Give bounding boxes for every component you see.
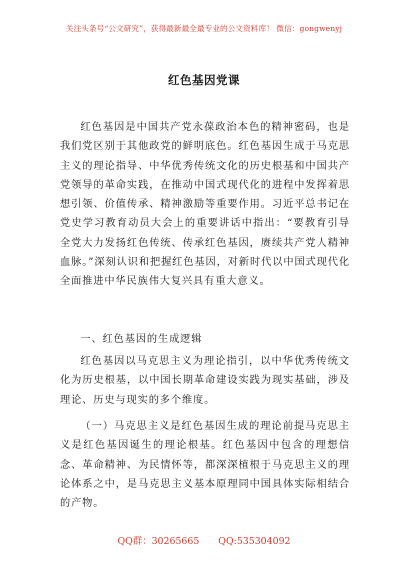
footer-qq-group: QQ群：30265665	[117, 536, 200, 547]
paragraph-section1-body: 红色基因以马克思主义为理论指引，以中华优秀传统文化为历史根基，以中国长期革命建设实践为现实基础，涉及理论、历史与现实的多个维度。	[60, 356, 350, 406]
footer-contact	[0, 533, 408, 547]
header-banner: 关注头条号“公文研究”，获得最新最全最专业的公文资料库！ 微信：gongwenyj	[65, 24, 343, 33]
document-title: 红色基因党课	[168, 73, 240, 87]
section-heading-1: 一、红色基因的生成逻辑	[80, 334, 203, 345]
footer-qq-number: QQ:535304092	[218, 536, 291, 547]
paragraph-subsection-1: （一）马克思主义是红色基因生成的理论前提马克思主义是红色基因诞生的理论根基。红色基因中包含的理想信念、革命精神、为民情怀等，都深深植根于马克思主义的理论体系之中，是马克思主义基本原理同中国具体实际相结合的产物。	[60, 421, 350, 510]
paragraph-intro: 红色基因是中国共产党永葆政治本色的精神密码，也是我们党区别于其他政党的鲜明底色。红色基因生成于马克思主义的理论指导、中华优秀传统文化的历史根基和中国共产党领导的革命实践，在推动中国式现代化的进程中发挥着思想引领、价值传承、精神激励等重要作用。习近平总书记在党史学习教育动员大会上的重要讲话中指出：“要教育引导全党大力发扬红色传统、传承红色基因，赓续共产党人精神血脉。”深刻认识和把握红色基因，对新时代以中国式现代化全面推进中华民族伟大复兴具有重大意义。	[60, 122, 350, 288]
